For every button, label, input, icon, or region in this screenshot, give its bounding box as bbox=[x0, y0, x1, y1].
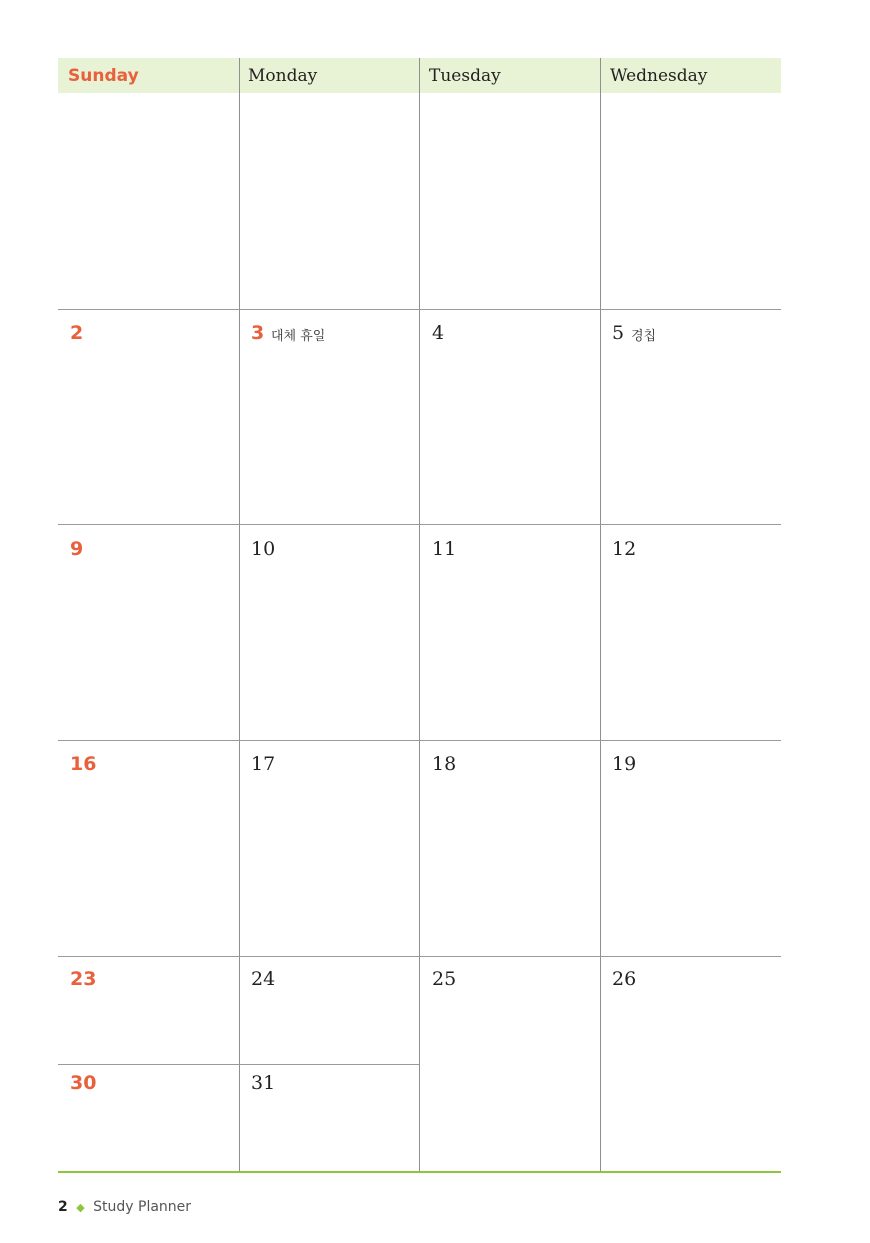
diamond-icon: ◆ bbox=[76, 1201, 85, 1214]
holiday-note: 경칩 bbox=[631, 329, 657, 344]
bottom-rule bbox=[58, 1171, 781, 1173]
header-sunday: Sunday bbox=[68, 66, 139, 86]
grid-line bbox=[58, 740, 781, 741]
header-wednesday: Wednesday bbox=[610, 66, 708, 86]
grid-line bbox=[58, 524, 781, 525]
grid-line bbox=[600, 58, 601, 1171]
footer-title: Study Planner bbox=[93, 1199, 192, 1215]
grid-line bbox=[58, 309, 781, 310]
day-number: 17 bbox=[251, 753, 276, 775]
day-number: 31 bbox=[251, 1072, 276, 1094]
day-number: 2 bbox=[70, 322, 84, 344]
day-number: 23 bbox=[70, 968, 97, 990]
day-number: 3 bbox=[251, 322, 265, 344]
grid-line bbox=[58, 956, 781, 957]
grid-line bbox=[419, 58, 420, 1171]
holiday-note: 대체 휴일 bbox=[271, 329, 326, 344]
day-number: 5 bbox=[612, 322, 625, 344]
day-number: 25 bbox=[432, 968, 457, 990]
header-tuesday: Tuesday bbox=[429, 66, 501, 86]
page-number: 2 bbox=[58, 1199, 68, 1215]
day-number: 11 bbox=[432, 538, 457, 560]
day-number: 9 bbox=[70, 538, 84, 560]
calendar-grid bbox=[58, 58, 781, 1173]
header-monday: Monday bbox=[248, 66, 318, 86]
day-number: 19 bbox=[612, 753, 637, 775]
day-number: 12 bbox=[612, 538, 637, 560]
day-number: 16 bbox=[70, 753, 97, 775]
day-number: 26 bbox=[612, 968, 637, 990]
day-number: 30 bbox=[70, 1072, 97, 1094]
day-number: 18 bbox=[432, 753, 457, 775]
grid-line bbox=[58, 1064, 419, 1065]
day-number: 24 bbox=[251, 968, 276, 990]
day-number: 4 bbox=[432, 322, 445, 344]
page-footer bbox=[58, 1199, 191, 1215]
grid-line bbox=[239, 58, 240, 1171]
day-number: 10 bbox=[251, 538, 276, 560]
